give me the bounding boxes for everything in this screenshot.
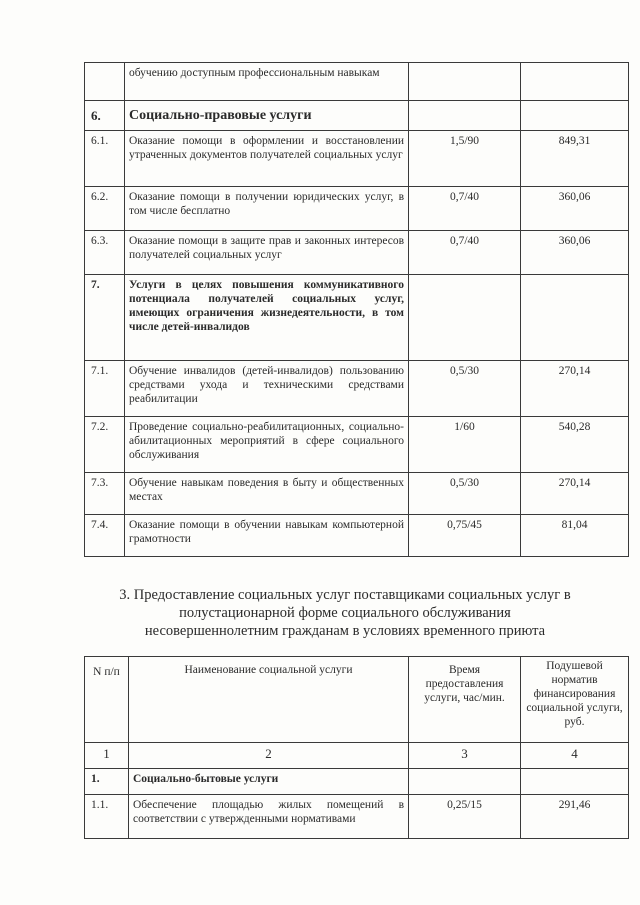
service-time	[409, 275, 521, 361]
service-time: 0,75/45	[409, 515, 521, 557]
service-norm	[521, 101, 629, 131]
service-time: 1/60	[409, 417, 521, 473]
service-name: Обучение инвалидов (детей-инвалидов) пользованию средствами ухода и техническими средствами реабилитации	[125, 361, 409, 417]
service-name: Проведение социально-реабилитационных, социально-абилитационных мероприятий в сфере социального обслуживания	[125, 417, 409, 473]
service-time: 0,5/30	[409, 361, 521, 417]
row-number: 7.4.	[85, 515, 125, 557]
service-name: обучению доступным профессиональным навыкам	[125, 63, 409, 101]
table-row	[85, 473, 629, 515]
column-number: 1	[85, 743, 129, 769]
row-number: 1.1.	[85, 795, 129, 839]
header-norm: Подушевой норматив финансирования социальной услуги, руб.	[521, 657, 629, 743]
row-number: 6.2.	[85, 187, 125, 231]
section-title: Социально-бытовые услуги	[129, 769, 409, 795]
row-number: 7.2.	[85, 417, 125, 473]
service-norm: 81,04	[521, 515, 629, 557]
service-norm: 270,14	[521, 473, 629, 515]
table-row	[85, 361, 629, 417]
section-number: 6.	[85, 101, 125, 131]
section-row	[85, 275, 629, 361]
services-table-shelter	[84, 656, 629, 839]
service-time: 0,25/15	[409, 795, 521, 839]
column-number: 3	[409, 743, 521, 769]
row-number	[85, 63, 125, 101]
service-time: 0,7/40	[409, 187, 521, 231]
service-time	[409, 769, 521, 795]
service-time	[409, 101, 521, 131]
caption-line: 3. Предоставление социальных услуг поставщиками социальных услуг в	[119, 587, 571, 603]
service-time: 0,5/30	[409, 473, 521, 515]
service-norm: 270,14	[521, 361, 629, 417]
table-row	[85, 131, 629, 187]
table-row	[85, 63, 629, 101]
column-number: 2	[129, 743, 409, 769]
table-row	[85, 417, 629, 473]
service-name: Оказание помощи в обучении навыкам компьютерной грамотности	[125, 515, 409, 557]
service-name: Обучение навыкам поведения в быту и общественных местах	[125, 473, 409, 515]
service-norm: 291,46	[521, 795, 629, 839]
row-number: 6.1.	[85, 131, 125, 187]
header-number: N п/п	[85, 657, 129, 743]
service-time: 1,5/90	[409, 131, 521, 187]
table-row	[85, 795, 629, 839]
service-norm	[521, 275, 629, 361]
header-name: Наименование социальной услуги	[129, 657, 409, 743]
service-name: Обеспечение площадью жилых помещений в соответствии с утвержденными нормативами	[129, 795, 409, 839]
caption-line: полустационарной форме социального обслуживания	[179, 605, 511, 621]
table-row	[85, 515, 629, 557]
service-norm	[521, 63, 629, 101]
service-time	[409, 63, 521, 101]
table-row	[85, 187, 629, 231]
service-norm: 849,31	[521, 131, 629, 187]
section-row	[85, 101, 629, 131]
service-norm	[521, 769, 629, 795]
section-number: 1.	[85, 769, 129, 795]
services-table-continued	[84, 62, 629, 557]
row-number: 7.3.	[85, 473, 125, 515]
column-numbers-row	[85, 743, 629, 769]
caption-line: несовершеннолетним гражданам в условиях временного приюта	[144, 623, 546, 639]
service-name: Оказание помощи в оформлении и восстановлении утраченных документов получателей социальных услуг	[125, 131, 409, 187]
column-number: 4	[521, 743, 629, 769]
service-name: Оказание помощи в получении юридических услуг, в том числе бесплатно	[125, 187, 409, 231]
service-norm: 360,06	[521, 231, 629, 275]
section-title: Социально-правовые услуги	[125, 101, 409, 131]
header-time: Время предоставления услуги, час/мин.	[409, 657, 521, 743]
service-time: 0,7/40	[409, 231, 521, 275]
service-norm: 540,28	[521, 417, 629, 473]
row-number: 6.3.	[85, 231, 125, 275]
table-row	[85, 231, 629, 275]
section-title: Услуги в целях повышения коммуникативного потенциала получателей социальных услуг, имеющих ограничения жизнедеятельности, в том числе детей-инвалидов	[125, 275, 409, 361]
service-name: Оказание помощи в защите прав и законных интересов получателей социальных услуг	[125, 231, 409, 275]
table-header-row	[85, 657, 629, 743]
section-caption	[90, 586, 600, 640]
section-number: 7.	[85, 275, 125, 361]
service-norm: 360,06	[521, 187, 629, 231]
section-row	[85, 769, 629, 795]
row-number: 7.1.	[85, 361, 125, 417]
